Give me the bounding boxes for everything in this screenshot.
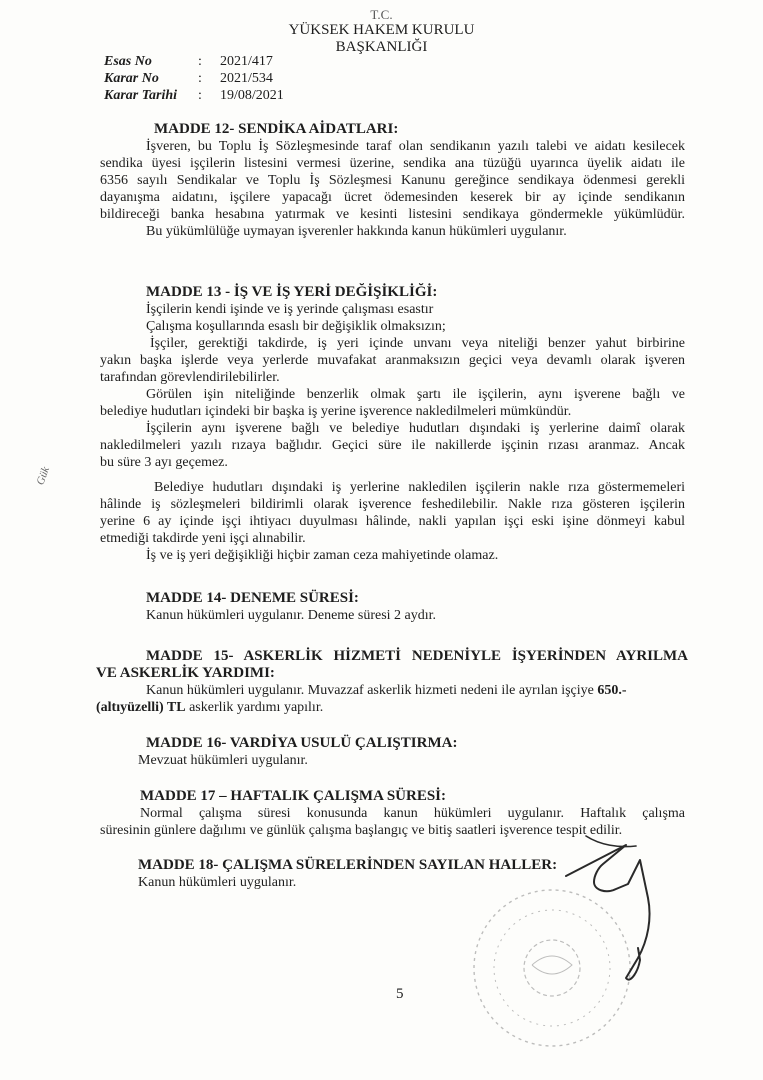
paragraph-line: hâlinde iş sözleşmeleri bildirimli olarak işverence feshedilebilir. Nakle rıza gösteren işçilerin bbox=[100, 497, 685, 512]
paragraph-line: Çalışma koşullarında esaslı bir değişiklik olmaksızın; bbox=[146, 319, 446, 334]
article-17-title: MADDE 17 – HAFTALIK ÇALIŞMA SÜRESİ: bbox=[140, 788, 447, 804]
article-15-title-cont: VE ASKERLİK YARDIMI: bbox=[96, 665, 275, 681]
paragraph-line: Normal çalışma süresi konusunda kanun hükümleri uygulanır. Haftalık çalışma bbox=[140, 806, 685, 821]
paragraph-line: bildireceği banka hesabına yatırmak ve kesinti listesini sendikaya göndermekle yükümlüdür. bbox=[100, 207, 685, 222]
paragraph-line: Bu yükümlülüğe uymayan işverenler hakkında kanun hükümleri uygulanır. bbox=[146, 224, 567, 239]
paragraph-line: yerine 6 ay içinde işçi ihtiyacı duyulması hâlinde, nakli yapılan işçi eski işine dönmeyi kabul bbox=[100, 514, 685, 529]
paragraph-line: Kanun hükümleri uygulanır. bbox=[138, 875, 297, 890]
page-number: 5 bbox=[396, 986, 404, 1002]
header-presidency: BAŞKANLIĞI bbox=[335, 39, 428, 55]
karar-value: 2021/534 bbox=[220, 71, 273, 86]
esas-value: 2021/417 bbox=[220, 54, 273, 69]
paragraph-line: Belediye hudutları dışındaki iş yerlerine nakledilen işçilerin nakle rıza göstermemeleri bbox=[154, 480, 685, 495]
article-14-title: MADDE 14- DENEME SÜRESİ: bbox=[146, 590, 359, 606]
amount: 650.- bbox=[597, 683, 627, 698]
paragraph-line: İş ve iş yeri değişikliği hiçbir zaman ceza mahiyetinde olamaz. bbox=[146, 548, 499, 563]
paragraph-line: etmediği takdirde yeni işçi alınabilir. bbox=[100, 531, 306, 546]
colon: : bbox=[198, 54, 202, 69]
paragraph-line: Görülen işin niteliğinde benzerlik olmak şartı ile işçilerin, aynı işverene bağlı ve bbox=[146, 387, 685, 402]
header-tc: T.C. bbox=[370, 7, 393, 22]
tarih-label: Karar Tarihi bbox=[104, 88, 178, 103]
paragraph-line: Kanun hükümleri uygulanır. Deneme süresi 2 aydır. bbox=[146, 608, 437, 623]
colon: : bbox=[198, 88, 202, 103]
amount-words: (altıyüzelli) TL bbox=[96, 700, 186, 715]
paragraph-line: bu süre 3 ayı geçemez. bbox=[100, 455, 228, 470]
header-institution: YÜKSEK HAKEM KURULU bbox=[288, 22, 475, 38]
article-18-title: MADDE 18- ÇALIŞMA SÜRELERİNDEN SAYILAN HALLER: bbox=[138, 857, 558, 873]
colon: : bbox=[198, 71, 202, 86]
paragraph-line: dayanışma aidatını, işçilere yapacağı ücret ödemesinden keserek bir ay içinde sendikanın bbox=[100, 190, 685, 205]
paragraph-line: belediye hudutları içindeki bir başka iş yerine işverence nakledilmeleri mümkündür. bbox=[100, 404, 572, 419]
text-run: askerlik yardımı yapılır. bbox=[189, 700, 324, 715]
signature-tick bbox=[586, 836, 636, 847]
article-16-title: MADDE 16- VARDİYA USULÜ ÇALIŞTIRMA: bbox=[146, 735, 458, 751]
paragraph-line: İşveren, bu Toplu İş Sözleşmesinde taraf olan sendikanın yazılı talebi ve aidatı kesilecek bbox=[146, 139, 685, 154]
paragraph-line: sendika üyesi işçilerin listesini vermesi üzerine, sendika ana tüzüğü uyarınca üyelik aidatı ile bbox=[100, 156, 685, 171]
paragraph-line: 6356 sayılı Sendikalar ve Toplu İş Sözleşmesi Kanunu gereğince sendikaya ödenmesi gerekli bbox=[100, 173, 685, 188]
text-run: Kanun hükümleri uygulanır. Muvazzaf askerlik hizmeti nedeni ile ayrılan işçiye bbox=[146, 683, 594, 698]
margin-initials: Gük bbox=[34, 465, 52, 487]
tarih-value: 19/08/2021 bbox=[220, 88, 284, 103]
paragraph-line: İşçilerin kendi işinde ve iş yerinde çalışması esastır bbox=[146, 302, 434, 317]
paragraph-line: tarafından görevlendirilebilirler. bbox=[100, 370, 280, 385]
article-15-title: MADDE 15- ASKERLİK HİZMETİ NEDENİYLE İŞYERİNDEN AYRILMA bbox=[146, 648, 688, 664]
esas-label: Esas No bbox=[104, 54, 152, 69]
article-13-title: MADDE 13 - İŞ VE İŞ YERİ DEĞİŞİKLİĞİ: bbox=[146, 284, 438, 300]
paragraph-line: İşçilerin aynı işverene bağlı ve belediye hudutları dışındaki iş yerlerine daimî olarak bbox=[146, 421, 685, 436]
paragraph-line: yakın başka işlerde veya yerlerde muvafakat aranmaksızın geçici veya devamlı olarak işveren bbox=[100, 353, 685, 368]
handwritten-signature bbox=[566, 845, 650, 980]
paragraph-line: İşçiler, gerektiği takdirde, iş yeri içinde unvanı veya niteliği benzer yahut birbirine bbox=[150, 336, 685, 351]
article-12-title: MADDE 12- SENDİKA AİDATLARI: bbox=[154, 121, 399, 137]
karar-label: Karar No bbox=[104, 71, 159, 86]
paragraph-line: süresinin günlere dağılımı ve günlük çalışma başlangıç ve bitiş saatleri işverence tespit edilir. bbox=[100, 823, 623, 838]
seal-stamp bbox=[474, 890, 630, 1046]
paragraph-line: nakledilmeleri yazılı rızaya bağlıdır. Geçici süre ile nakillerde işçinin rızası aranmaz. Ancak bbox=[100, 438, 685, 453]
paragraph-line: Mevzuat hükümleri uygulanır. bbox=[138, 753, 308, 768]
